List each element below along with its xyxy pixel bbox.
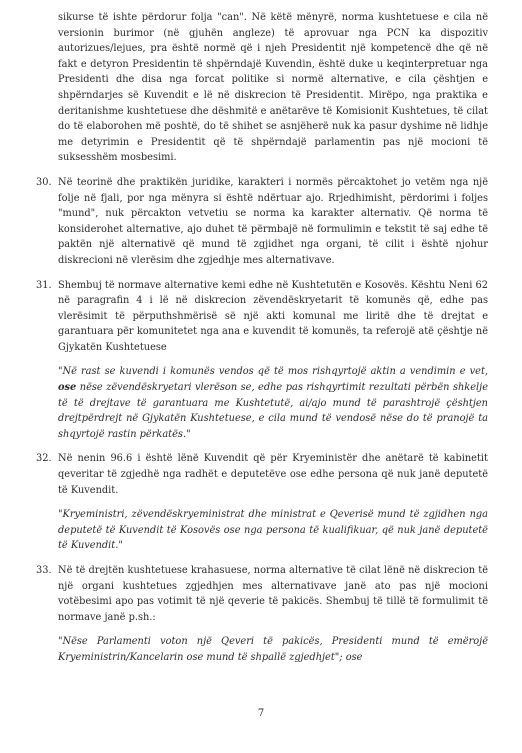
paragraph-text: Në teorinë dhe praktikën juridike, karakteri i normës përcaktohet jo vetëm nga një folje në fjali, por nga mënyra si është ndërtuar ajo. Rrjedhimisht, përdorimi i foljes "mund", nuk përcakton vetvetiu se norma ka karakter alternativ. Që norma të konsiderohet alternative, ajo duhet të përmbajë në formulimin e tekstit të saj edhe të paktën një alternativë që mund të zgjidhet nga organi, të cilit i është njohur diskrecioni në vlerësim dhe zgjedhje mes alternativave. xyxy=(58,176,488,266)
block-quote-article-62 xyxy=(58,364,488,442)
paragraph-text: Shembuj të normave alternative kemi edhe në Kushtetutën e Kosovës. Kështu Neni 62 në paragrafin 4 i lë në diskrecion zëvendëskryetarit të komunës që, edhe pas vlerësimit të përputhshmërisë së një akti komunal me liritë dhe të drejtat e garantuara për komunitetet nga ana e kuvendit të komunës, ta referojë atë çështje në Gjykatën Kushtetuese xyxy=(58,279,488,353)
numbered-paragraph-33 xyxy=(36,563,488,625)
paragraph-text: Në të drejtën kushtetuese krahasuese, norma alternative të cilat lënë në diskrecion të një organi kushtetues zgjedhjen mes alternativave janë ato pas një mocioni votëbesimi apo pas votimit të një qeverie të pakicës. Shembuj të tillë të formulimit të normave janë p.sh.: xyxy=(58,565,488,623)
intro-paragraph: sikurse të ishte përdorur folja "can". Në këtë mënyrë, norma kushtetuese e cila në versionin burimor (në gjuhën angleze) të aprovuar nga PCN ka dispozitiv autorizues/lejues, pra është normë që i njeh Presidentit një kompetencë dhe që në fakt e detyron Presidentin të shpërndajë Kuvendin, është duke u keqinterpretuar nga Presidenti dhe disa nga forcat politike si normë alternative, e cila çështjen e shpërndarjes së Kuvendit e lë në diskrecion të Presidentit. Mirëpo, nga praktika e deritanishme kushtetuese dhe dëshmitë e anëtarëve të Komisionit Kushtetues, të cilat do të elaborohen më poshtë, do të shihet se asnjëherë nuk ka pasur dyshime në lidhje me detyrimin e Presidentit që të shpërndajë parlamentin pas një mocioni të suksesshëm mosbesimi. xyxy=(58,12,488,164)
paragraph-number: 31. xyxy=(36,279,52,291)
quote-part: nëse zëvendëskryetari vlerëson se, edhe pas rishqyrtimit rezultati përbën shkelje të të drejtave të garantuara me Kushtetutë, ai/ajo mund të parashtrojë çështjen drejtpërdrejt në Gjykatën Kushtetuese, e cila mund të vendosë nëse do të pranojë ta shqyrtojë rastin përkatës." xyxy=(58,382,488,440)
numbered-paragraph-32 xyxy=(36,451,488,498)
block-quote-minority-government: "Nëse Parlamenti voton një Qeveri të pakicës, Presidenti mund të emërojë Kryeministrin/Kancelarin ose mund të shpallë zgjedhjet"; ose xyxy=(58,636,488,663)
paragraph-number: 32. xyxy=(36,453,52,465)
page-number: 7 xyxy=(257,708,265,719)
numbered-paragraph-30 xyxy=(36,175,488,269)
paragraph-number: 30. xyxy=(36,176,52,188)
quote-part: "Në rast se kuvendi i komunës vendos që të mos rishqyrtojë aktin a vendimin e vet, xyxy=(58,366,488,378)
paragraph-text: Në nenin 96.6 i është lënë Kuvendit që për Kryeministër dhe anëtarë të kabinetit qeveritar të zgjedhë nga radhët e deputetëve ose edhe persona që nuk janë deputetë të Kuvendit. xyxy=(58,453,488,496)
quote-emphasis: ose xyxy=(58,382,77,394)
numbered-paragraph-31 xyxy=(36,278,488,356)
paragraph-number: 33. xyxy=(36,565,52,576)
block-quote-article-96: "Kryeministri, zëvendëskryeministrat dhe ministrat e Qeverisë mund të zgjidhen nga deputetë të Kuvendit të Kosovës ose nga persona të kualifikuar, që nuk janë deputetë të Kuvendit." xyxy=(58,509,488,552)
